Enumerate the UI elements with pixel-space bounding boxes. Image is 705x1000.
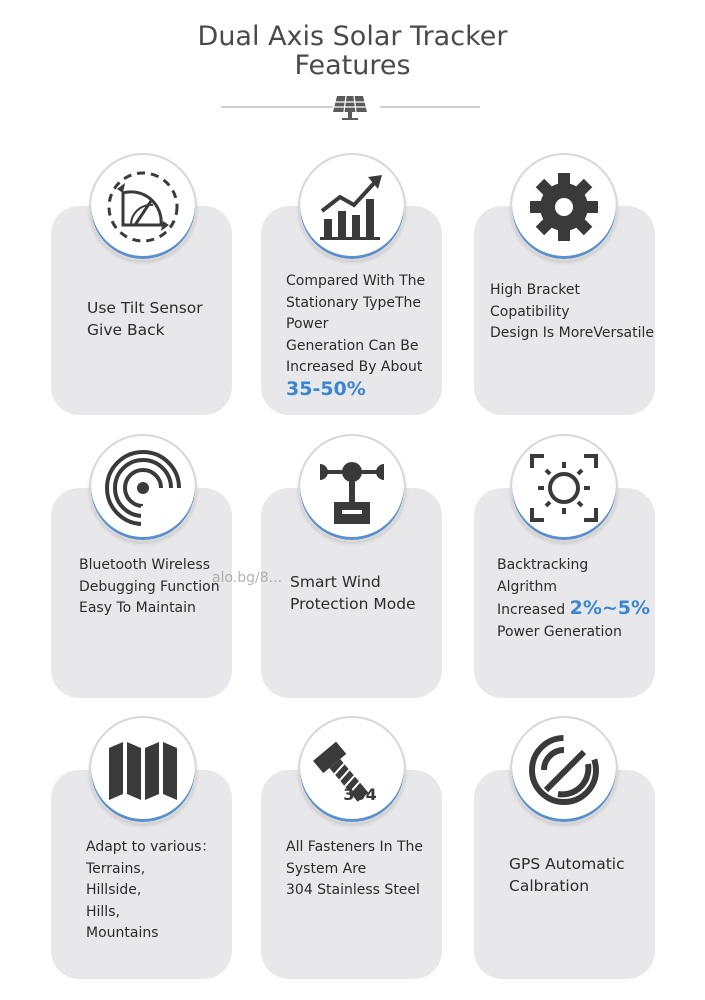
feature-line: Bluetooth Wireless bbox=[79, 557, 210, 573]
page-title bbox=[0, 22, 705, 80]
feature-text bbox=[290, 571, 416, 615]
feature-line: Protection Mode bbox=[290, 595, 416, 613]
feature-icon-circle bbox=[510, 716, 618, 824]
feature-text bbox=[86, 837, 215, 945]
title-line-2: Features bbox=[294, 50, 411, 81]
feature-line: Terrains, bbox=[86, 860, 146, 877]
watermark: alo.bg/8... bbox=[212, 570, 282, 586]
gps-icon bbox=[522, 728, 606, 812]
feature-line: Backtracking bbox=[497, 557, 589, 573]
feature-icon-circle bbox=[298, 716, 406, 824]
feature-line: All Fasteners In The bbox=[286, 839, 424, 855]
feature-line: System Are bbox=[286, 860, 367, 877]
feature-line: Smart Wind bbox=[290, 573, 381, 591]
growth-chart-icon bbox=[310, 165, 394, 249]
title-line-1: Dual Axis Solar Tracker bbox=[197, 21, 508, 52]
feature-line: High Bracket bbox=[490, 282, 580, 298]
feature-line: Debugging Function bbox=[79, 578, 220, 595]
highlight-value: 2%~5% bbox=[569, 597, 651, 619]
feature-text bbox=[286, 271, 425, 400]
sun-tracking-icon bbox=[522, 446, 606, 530]
anemometer-icon bbox=[310, 446, 394, 530]
feature-line: Compared With The bbox=[286, 273, 426, 289]
feature-line: Use Tilt Sensor bbox=[87, 299, 203, 317]
feature-icon-circle bbox=[510, 153, 618, 261]
feature-line: Hills, bbox=[86, 903, 120, 920]
feature-icon-circle bbox=[89, 434, 197, 542]
bluetooth-signal-icon bbox=[101, 446, 185, 530]
bolt-304-icon bbox=[310, 728, 394, 812]
terrain-map-icon bbox=[101, 728, 185, 812]
feature-line: Calbration bbox=[509, 877, 590, 895]
feature-text bbox=[497, 555, 650, 643]
feature-line: Adapt to various： bbox=[86, 839, 216, 855]
feature-line: Power Generation bbox=[497, 623, 622, 640]
feature-line: Generation Can Be bbox=[286, 337, 419, 354]
feature-line: Increased By About bbox=[286, 359, 423, 375]
feature-line: Give Back bbox=[87, 321, 165, 339]
divider-right bbox=[380, 106, 480, 108]
divider-left bbox=[221, 106, 333, 108]
feature-line: Power bbox=[286, 316, 329, 332]
feature-line-with-highlight bbox=[497, 598, 650, 622]
feature-text bbox=[79, 555, 220, 620]
feature-icon-circle bbox=[298, 434, 406, 542]
feature-line: Algrithm bbox=[497, 578, 557, 595]
feature-line: Copatibility bbox=[490, 303, 570, 320]
solar-panel-icon bbox=[331, 94, 369, 122]
feature-text bbox=[286, 837, 423, 902]
feature-icon-circle bbox=[89, 153, 197, 261]
feature-line: 304 Stainless Steel bbox=[286, 882, 420, 898]
gear-icon bbox=[522, 165, 606, 249]
feature-icon-circle bbox=[510, 434, 618, 542]
feature-line: Stationary TypeThe bbox=[286, 294, 422, 311]
feature-line: Design Is MoreVersatile bbox=[490, 325, 654, 341]
feature-icon-circle bbox=[89, 716, 197, 824]
feature-line: Increased bbox=[497, 602, 566, 618]
feature-text bbox=[509, 853, 625, 897]
feature-text bbox=[490, 280, 654, 345]
tilt-sensor-icon bbox=[101, 165, 185, 249]
feature-text bbox=[87, 297, 203, 341]
feature-line: Hillside, bbox=[86, 882, 142, 898]
icon-label-304: 304 bbox=[343, 785, 377, 804]
feature-icon-circle bbox=[298, 153, 406, 261]
feature-line: Easy To Maintain bbox=[79, 600, 196, 616]
feature-line: Mountains bbox=[86, 925, 159, 941]
feature-line: GPS Automatic bbox=[509, 855, 625, 873]
highlight-value: 35-50% bbox=[286, 377, 366, 400]
